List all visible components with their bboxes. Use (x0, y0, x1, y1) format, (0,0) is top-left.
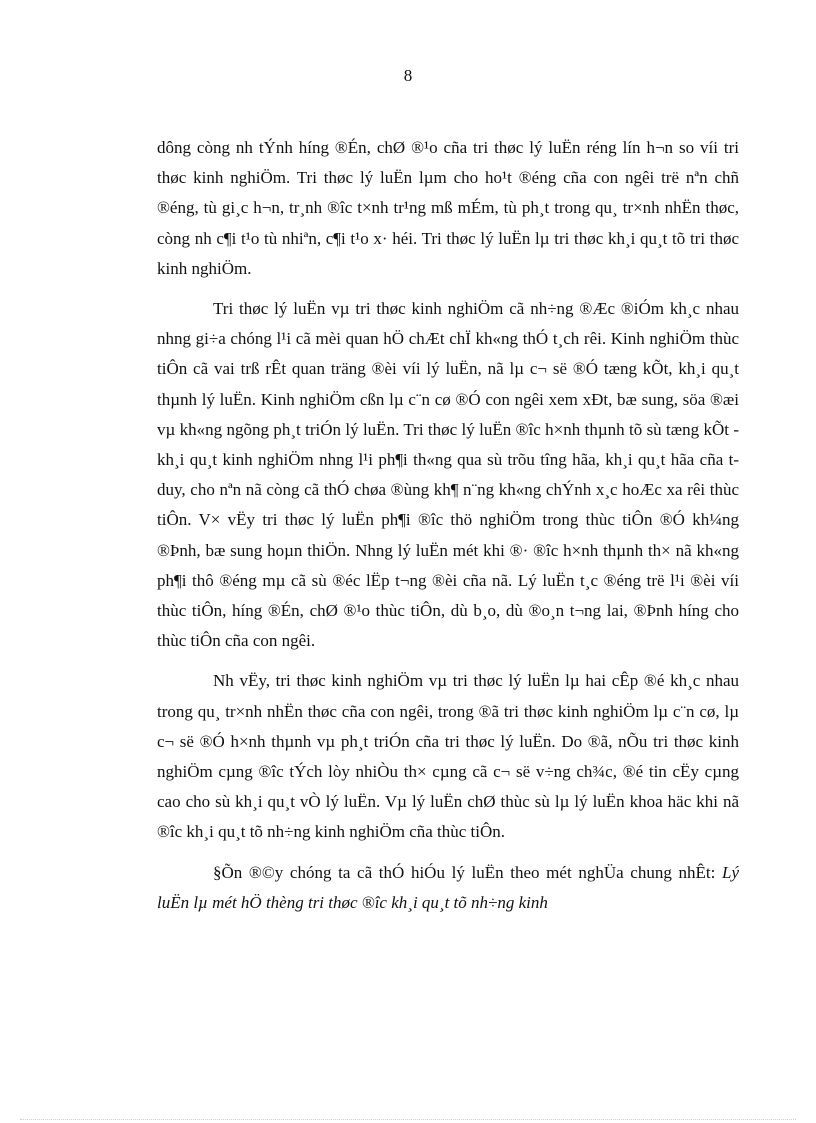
paragraph-1: dông còng nh tÝnh híng ®Én, chØ ®¹o cña tri thøc lý luËn réng lín h¬n so víi tri thøc kinh nghiÖm. Tri thøc lý luËn lµm cho ho¹t ®éng cña con ngêi trë nªn chñ ®éng, tù gi¸c h¬n, tr¸nh ®îc t×nh tr¹ng mß mÉm, tù ph¸t trong qu¸ tr×nh nhËn thøc, còng nh c¶i t¹o tù nhiªn, c¶i t¹o x· héi. Tri thøc lý luËn lµ tri thøc kh¸i qu¸t tõ tri thøc kinh nghiÖm. (157, 138, 739, 278)
paragraph-3: Nh vËy, tri thøc kinh nghiÖm vµ tri thøc lý luËn lµ hai cÊp ®é kh¸c nhau trong qu¸ tr×nh nhËn thøc cña con ngêi, trong ®ã tri thøc kinh nghiÖm lµ c¨n cø, lµ c¬ së ®Ó h×nh thµnh vµ ph¸t triÓn cña tri thøc lý luËn. Do ®ã, nÕu tri thøc kinh nghiÖm cµng ®îc tÝch lòy nhiÒu th× cµng cã c¬ së v÷ng ch¾c, ®é tin cËy cµng cao cho sù kh¸i qu¸t vÒ lý luËn. Vµ lý luËn chØ thùc sù lµ lý luËn khoa häc khi nã ®îc kh¸i qu¸t tõ nh÷ng kinh nghiÖm cña thùc tiÔn. (157, 671, 739, 842)
page-bottom-divider (20, 1119, 796, 1120)
paragraph-2: Tri thøc lý luËn vµ tri thøc kinh nghiÖm cã nh÷ng ®Æc ®iÓm kh¸c nhau nhng gi÷a chóng l¹i cã mèi quan hÖ chÆt chÏ kh«ng thÓ t¸ch rêi. Kinh nghiÖm thùc tiÔn cã vai trß rÊt quan träng ®èi víi lý luËn, nã lµ c¬ së ®Ó tæng kÕt, kh¸i qu¸t thµnh lý luËn. Kinh nghiÖm cßn lµ c¨n cø ®Ó con ngêi xem xÐt, bæ sung, söa ®æi vµ kh«ng ngõng ph¸t triÓn lý luËn. Tri thøc lý luËn ®îc h×nh thµnh tõ sù tæng kÕt - kh¸i qu¸t kinh nghiÖm nhng l¹i ph¶i th«ng qua sù trõu tîng hãa, kh¸i qu¸t hãa cña t duy, cho nªn nã còng cã thÓ chøa ®ùng kh¶ n¨ng kh«ng chÝnh x¸c hoÆc xa rêi thùc tiÔn. V× vËy tri thøc lý luËn ph¶i ®îc thö nghiÖm trong thùc tiÔn ®Ó kh¼ng ®Þnh, bæ sung hoµn thiÖn. Nhng lý luËn mét khi ®· ®îc h×nh thµnh th× nã kh«ng ph¶i thô ®éng mµ cã sù ®éc lËp t¬ng ®èi cña nã. Lý luËn t¸c ®éng trë l¹i ®èi víi thùc tiÔn, híng ®Én, chØ ®¹o thùc tiÔn, dù b¸o, dù ®o¸n t¬ng lai, ®Þnh híng cho thùc tiÔn cña con ngêi. (157, 299, 739, 651)
page-number: 8 (403, 66, 413, 85)
body-text (157, 133, 739, 928)
paragraph-4-definition: Lý luËn lµ mét hÖ thèng tri thøc ®îc kh¸i qu¸t tõ nh÷ng kinh (157, 862, 739, 912)
paragraph-4 (157, 858, 739, 918)
paragraph-4-lead: §Õn ®©y chóng ta cã thÓ hiÓu lý luËn theo mét nghÜa chung nhÊt: (213, 862, 716, 882)
